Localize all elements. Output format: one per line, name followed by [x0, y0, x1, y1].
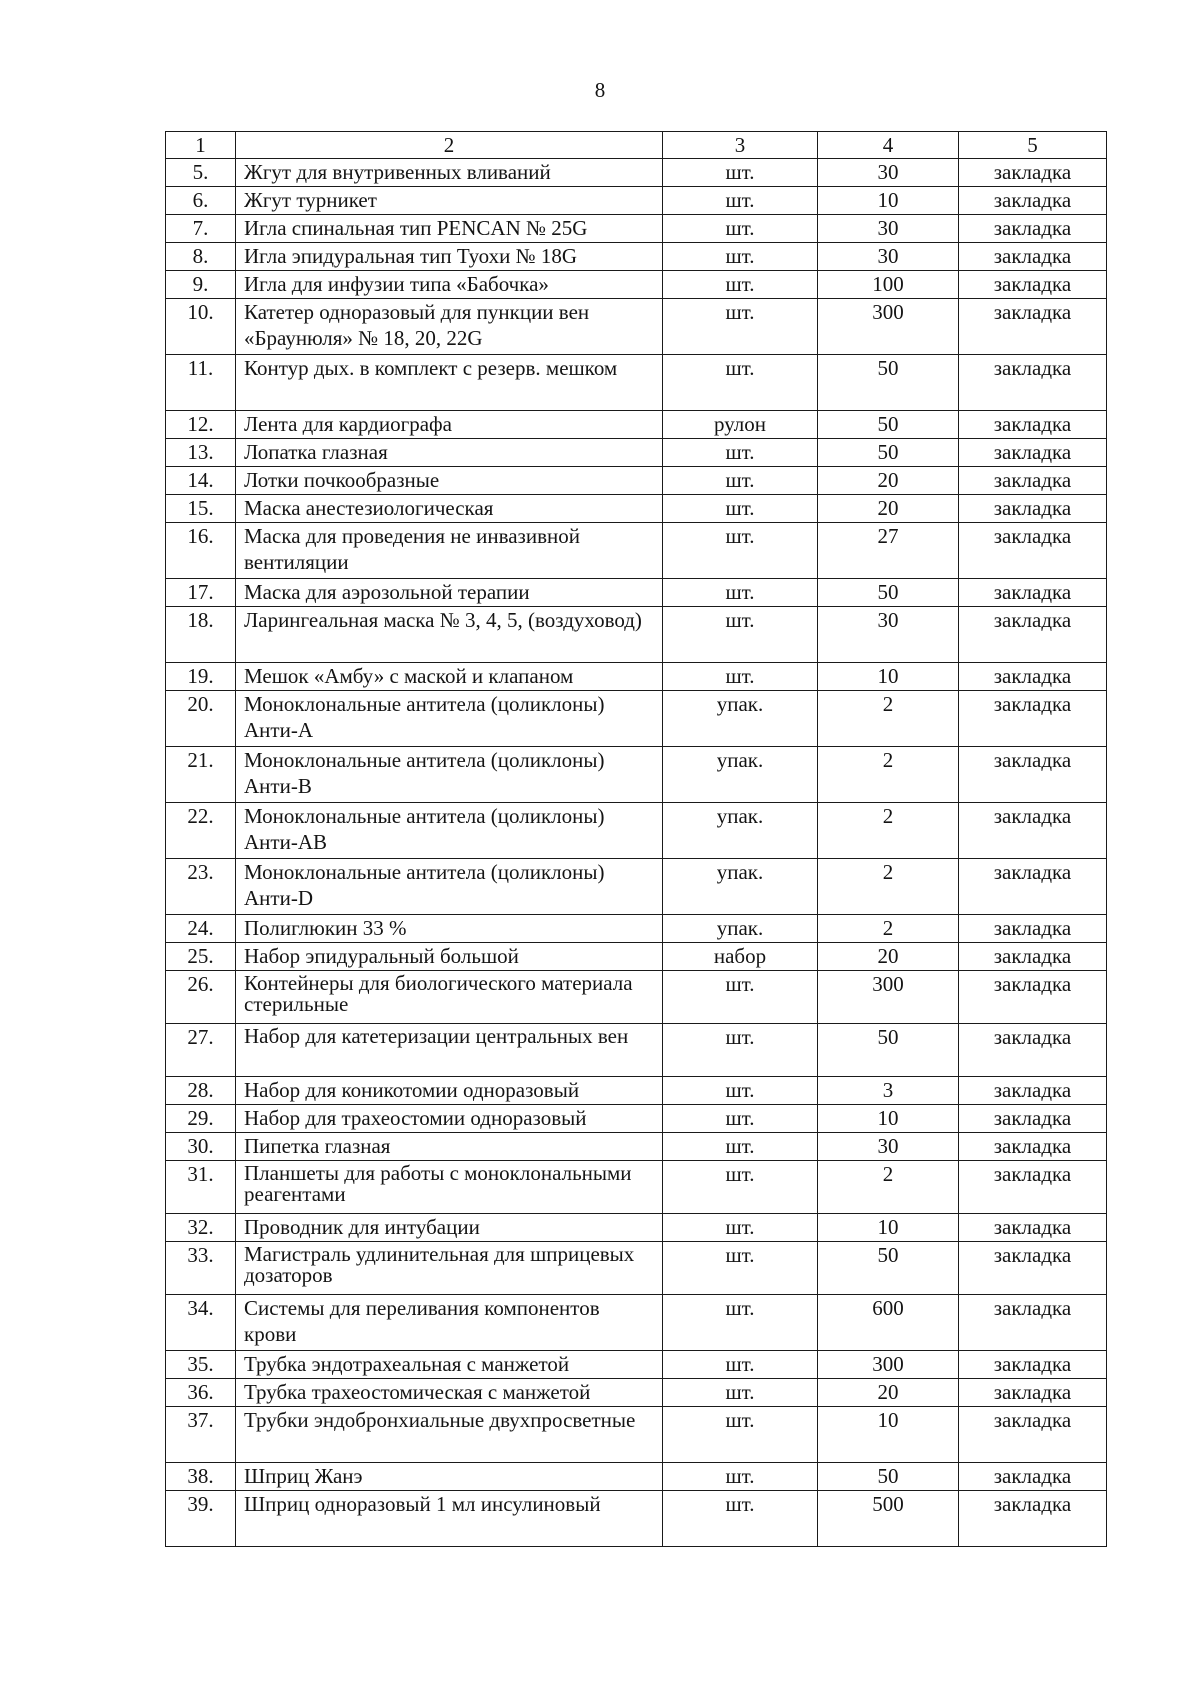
- unit-cell: шт.: [663, 1491, 818, 1547]
- quantity-cell: 10: [818, 663, 959, 691]
- unit-cell: упак.: [663, 747, 818, 803]
- unit-cell: шт.: [663, 1024, 818, 1077]
- row-number-cell: 39.: [166, 1491, 236, 1547]
- item-name-cell: Трубки эндобронхиальные двухпросветные: [236, 1407, 663, 1463]
- quantity-cell: 20: [818, 943, 959, 971]
- row-number-cell: 17.: [166, 579, 236, 607]
- note-cell: закладка: [959, 859, 1107, 915]
- table-row: [166, 1407, 1107, 1463]
- item-name-cell: Трубка эндотрахеальная с манжетой: [236, 1351, 663, 1379]
- note-cell: закладка: [959, 1379, 1107, 1407]
- quantity-cell: 50: [818, 579, 959, 607]
- table-row: [166, 1295, 1107, 1351]
- note-cell: закладка: [959, 439, 1107, 467]
- table-row: [166, 1351, 1107, 1379]
- table-row: [166, 691, 1107, 747]
- unit-cell: шт.: [663, 1077, 818, 1105]
- item-name-cell: Системы для переливания компонентов крови: [236, 1295, 663, 1351]
- row-number-cell: 22.: [166, 803, 236, 859]
- unit-cell: шт.: [663, 159, 818, 187]
- row-number-cell: 16.: [166, 523, 236, 579]
- quantity-cell: 3: [818, 1077, 959, 1105]
- item-name-cell: Лотки почкообразные: [236, 467, 663, 495]
- row-number-cell: 7.: [166, 215, 236, 243]
- note-cell: закладка: [959, 943, 1107, 971]
- unit-cell: шт.: [663, 1105, 818, 1133]
- item-name-cell: Ларингеальная маска № 3, 4, 5, (воздуховод): [236, 607, 663, 663]
- column-header-1: 1: [166, 132, 236, 159]
- table-row: [166, 915, 1107, 943]
- row-number-cell: 38.: [166, 1463, 236, 1491]
- item-name-cell: Полиглюкин 33 %: [236, 915, 663, 943]
- row-number-cell: 35.: [166, 1351, 236, 1379]
- unit-cell: упак.: [663, 859, 818, 915]
- unit-cell: шт.: [663, 299, 818, 355]
- quantity-cell: 100: [818, 271, 959, 299]
- quantity-cell: 600: [818, 1295, 959, 1351]
- quantity-cell: 2: [818, 859, 959, 915]
- item-name-cell: Планшеты для работы с моноклональными реагентами: [236, 1161, 663, 1214]
- quantity-cell: 30: [818, 215, 959, 243]
- note-cell: закладка: [959, 355, 1107, 411]
- quantity-cell: 50: [818, 411, 959, 439]
- item-name-cell: Лента для кардиографа: [236, 411, 663, 439]
- table-row: [166, 1379, 1107, 1407]
- table-row: [166, 355, 1107, 411]
- quantity-cell: 50: [818, 1024, 959, 1077]
- table-row: [166, 663, 1107, 691]
- quantity-cell: 20: [818, 1379, 959, 1407]
- quantity-cell: 30: [818, 243, 959, 271]
- quantity-cell: 10: [818, 187, 959, 215]
- unit-cell: шт.: [663, 243, 818, 271]
- note-cell: закладка: [959, 1351, 1107, 1379]
- row-number-cell: 32.: [166, 1214, 236, 1242]
- unit-cell: шт.: [663, 1133, 818, 1161]
- note-cell: закладка: [959, 1024, 1107, 1077]
- item-name-cell: Набор эпидуральный большой: [236, 943, 663, 971]
- unit-cell: шт.: [663, 579, 818, 607]
- note-cell: закладка: [959, 1161, 1107, 1214]
- note-cell: закладка: [959, 915, 1107, 943]
- row-number-cell: 6.: [166, 187, 236, 215]
- row-number-cell: 24.: [166, 915, 236, 943]
- table-row: [166, 1024, 1107, 1077]
- item-name-cell: Магистраль удлинительная для шприцевых дозаторов: [236, 1242, 663, 1295]
- unit-cell: шт.: [663, 215, 818, 243]
- item-name-cell: Шприц одноразовый 1 мл инсулиновый: [236, 1491, 663, 1547]
- quantity-cell: 2: [818, 915, 959, 943]
- table-row: [166, 1491, 1107, 1547]
- table-row: [166, 1463, 1107, 1491]
- page-number: 8: [594, 78, 606, 102]
- note-cell: закладка: [959, 971, 1107, 1024]
- table-row: [166, 803, 1107, 859]
- table-row: [166, 747, 1107, 803]
- column-header-4: 4: [818, 132, 959, 159]
- item-name-cell: Контур дых. в комплект с резерв. мешком: [236, 355, 663, 411]
- item-name-cell: Маска анестезиологическая: [236, 495, 663, 523]
- row-number-cell: 9.: [166, 271, 236, 299]
- row-number-cell: 30.: [166, 1133, 236, 1161]
- row-number-cell: 14.: [166, 467, 236, 495]
- row-number-cell: 26.: [166, 971, 236, 1024]
- item-name-cell: Жгут турникет: [236, 187, 663, 215]
- unit-cell: шт.: [663, 355, 818, 411]
- item-name-cell: Маска для аэрозольной терапии: [236, 579, 663, 607]
- unit-cell: рулон: [663, 411, 818, 439]
- table-header: [166, 132, 1107, 159]
- quantity-cell: 2: [818, 1161, 959, 1214]
- row-number-cell: 18.: [166, 607, 236, 663]
- quantity-cell: 2: [818, 803, 959, 859]
- unit-cell: шт.: [663, 1463, 818, 1491]
- header-row: [166, 132, 1107, 159]
- quantity-cell: 30: [818, 1133, 959, 1161]
- item-name-cell: Моноклональные антитела (цоликлоны) Анти-А: [236, 691, 663, 747]
- table-body: [166, 159, 1107, 1547]
- table-row: [166, 1161, 1107, 1214]
- unit-cell: шт.: [663, 271, 818, 299]
- table-row: [166, 859, 1107, 915]
- item-name-cell: Игла для инфузии типа «Бабочка»: [236, 271, 663, 299]
- note-cell: закладка: [959, 187, 1107, 215]
- item-name-cell: Моноклональные антитела (цоликлоны) Анти-В: [236, 747, 663, 803]
- supplies-table: [165, 131, 1107, 1547]
- row-number-cell: 5.: [166, 159, 236, 187]
- note-cell: закладка: [959, 215, 1107, 243]
- note-cell: закладка: [959, 1105, 1107, 1133]
- item-name-cell: Набор для коникотомии одноразовый: [236, 1077, 663, 1105]
- table-row: [166, 243, 1107, 271]
- quantity-cell: 2: [818, 691, 959, 747]
- unit-cell: шт.: [663, 663, 818, 691]
- item-name-cell: Набор для катетеризации центральных вен: [236, 1024, 663, 1077]
- row-number-cell: 13.: [166, 439, 236, 467]
- item-name-cell: Игла спинальная тип PENCAN № 25G: [236, 215, 663, 243]
- unit-cell: шт.: [663, 1379, 818, 1407]
- unit-cell: упак.: [663, 691, 818, 747]
- item-name-cell: Лопатка глазная: [236, 439, 663, 467]
- table-row: [166, 971, 1107, 1024]
- row-number-cell: 31.: [166, 1161, 236, 1214]
- item-name-cell: Моноклональные антитела (цоликлоны) Анти-D: [236, 859, 663, 915]
- note-cell: закладка: [959, 411, 1107, 439]
- item-name-cell: Шприц Жанэ: [236, 1463, 663, 1491]
- note-cell: закладка: [959, 691, 1107, 747]
- note-cell: закладка: [959, 1491, 1107, 1547]
- row-number-cell: 29.: [166, 1105, 236, 1133]
- row-number-cell: 20.: [166, 691, 236, 747]
- note-cell: закладка: [959, 803, 1107, 859]
- unit-cell: шт.: [663, 495, 818, 523]
- quantity-cell: 27: [818, 523, 959, 579]
- table-row: [166, 159, 1107, 187]
- item-name-cell: Контейнеры для биологического материала стерильные: [236, 971, 663, 1024]
- unit-cell: шт.: [663, 1351, 818, 1379]
- unit-cell: шт.: [663, 1161, 818, 1214]
- note-cell: закладка: [959, 1214, 1107, 1242]
- item-name-cell: Игла эпидуральная тип Туохи № 18G: [236, 243, 663, 271]
- unit-cell: упак.: [663, 915, 818, 943]
- table-row: [166, 943, 1107, 971]
- table-row: [166, 467, 1107, 495]
- note-cell: закладка: [959, 243, 1107, 271]
- note-cell: закладка: [959, 1133, 1107, 1161]
- note-cell: закладка: [959, 523, 1107, 579]
- table-row: [166, 187, 1107, 215]
- note-cell: закладка: [959, 1407, 1107, 1463]
- row-number-cell: 19.: [166, 663, 236, 691]
- table-row: [166, 1077, 1107, 1105]
- quantity-cell: 2: [818, 747, 959, 803]
- unit-cell: шт.: [663, 467, 818, 495]
- row-number-cell: 10.: [166, 299, 236, 355]
- table-row: [166, 1105, 1107, 1133]
- table-row: [166, 607, 1107, 663]
- unit-cell: шт.: [663, 1295, 818, 1351]
- unit-cell: шт.: [663, 971, 818, 1024]
- item-name-cell: Трубка трахеостомическая с манжетой: [236, 1379, 663, 1407]
- column-header-5: 5: [959, 132, 1107, 159]
- item-name-cell: Мешок «Амбу» с маской и клапаном: [236, 663, 663, 691]
- item-name-cell: Моноклональные антитела (цоликлоны) Анти-АВ: [236, 803, 663, 859]
- row-number-cell: 8.: [166, 243, 236, 271]
- table-row: [166, 1133, 1107, 1161]
- item-name-cell: Проводник для интубации: [236, 1214, 663, 1242]
- unit-cell: набор: [663, 943, 818, 971]
- unit-cell: шт.: [663, 523, 818, 579]
- row-number-cell: 37.: [166, 1407, 236, 1463]
- row-number-cell: 25.: [166, 943, 236, 971]
- unit-cell: шт.: [663, 1242, 818, 1295]
- quantity-cell: 20: [818, 467, 959, 495]
- row-number-cell: 28.: [166, 1077, 236, 1105]
- note-cell: закладка: [959, 579, 1107, 607]
- item-name-cell: Жгут для внутривенных вливаний: [236, 159, 663, 187]
- quantity-cell: 50: [818, 355, 959, 411]
- unit-cell: шт.: [663, 607, 818, 663]
- note-cell: закладка: [959, 299, 1107, 355]
- quantity-cell: 300: [818, 971, 959, 1024]
- note-cell: закладка: [959, 1295, 1107, 1351]
- unit-cell: шт.: [663, 1407, 818, 1463]
- quantity-cell: 10: [818, 1105, 959, 1133]
- row-number-cell: 23.: [166, 859, 236, 915]
- row-number-cell: 12.: [166, 411, 236, 439]
- note-cell: закладка: [959, 607, 1107, 663]
- table-row: [166, 215, 1107, 243]
- item-name-cell: Пипетка глазная: [236, 1133, 663, 1161]
- quantity-cell: 30: [818, 607, 959, 663]
- table-row: [166, 271, 1107, 299]
- row-number-cell: 34.: [166, 1295, 236, 1351]
- column-header-3: 3: [663, 132, 818, 159]
- quantity-cell: 50: [818, 439, 959, 467]
- row-number-cell: 15.: [166, 495, 236, 523]
- table-row: [166, 439, 1107, 467]
- quantity-cell: 10: [818, 1214, 959, 1242]
- item-name-cell: Маска для проведения не инвазивной вентиляции: [236, 523, 663, 579]
- item-name-cell: Катетер одноразовый для пункции вен «Браунюля» № 18, 20, 22G: [236, 299, 663, 355]
- table-row: [166, 411, 1107, 439]
- note-cell: закладка: [959, 495, 1107, 523]
- quantity-cell: 10: [818, 1407, 959, 1463]
- quantity-cell: 300: [818, 1351, 959, 1379]
- row-number-cell: 33.: [166, 1242, 236, 1295]
- note-cell: закладка: [959, 1077, 1107, 1105]
- unit-cell: шт.: [663, 439, 818, 467]
- table-row: [166, 1242, 1107, 1295]
- unit-cell: упак.: [663, 803, 818, 859]
- unit-cell: шт.: [663, 187, 818, 215]
- note-cell: закладка: [959, 467, 1107, 495]
- quantity-cell: 50: [818, 1463, 959, 1491]
- table-row: [166, 523, 1107, 579]
- row-number-cell: 11.: [166, 355, 236, 411]
- note-cell: закладка: [959, 1242, 1107, 1295]
- row-number-cell: 27.: [166, 1024, 236, 1077]
- note-cell: закладка: [959, 747, 1107, 803]
- note-cell: закладка: [959, 663, 1107, 691]
- table-row: [166, 1214, 1107, 1242]
- quantity-cell: 500: [818, 1491, 959, 1547]
- table-row: [166, 579, 1107, 607]
- quantity-cell: 300: [818, 299, 959, 355]
- column-header-2: 2: [236, 132, 663, 159]
- quantity-cell: 50: [818, 1242, 959, 1295]
- note-cell: закладка: [959, 271, 1107, 299]
- note-cell: закладка: [959, 159, 1107, 187]
- quantity-cell: 20: [818, 495, 959, 523]
- note-cell: закладка: [959, 1463, 1107, 1491]
- table-row: [166, 495, 1107, 523]
- unit-cell: шт.: [663, 1214, 818, 1242]
- table-row: [166, 299, 1107, 355]
- row-number-cell: 21.: [166, 747, 236, 803]
- item-name-cell: Набор для трахеостомии одноразовый: [236, 1105, 663, 1133]
- quantity-cell: 30: [818, 159, 959, 187]
- row-number-cell: 36.: [166, 1379, 236, 1407]
